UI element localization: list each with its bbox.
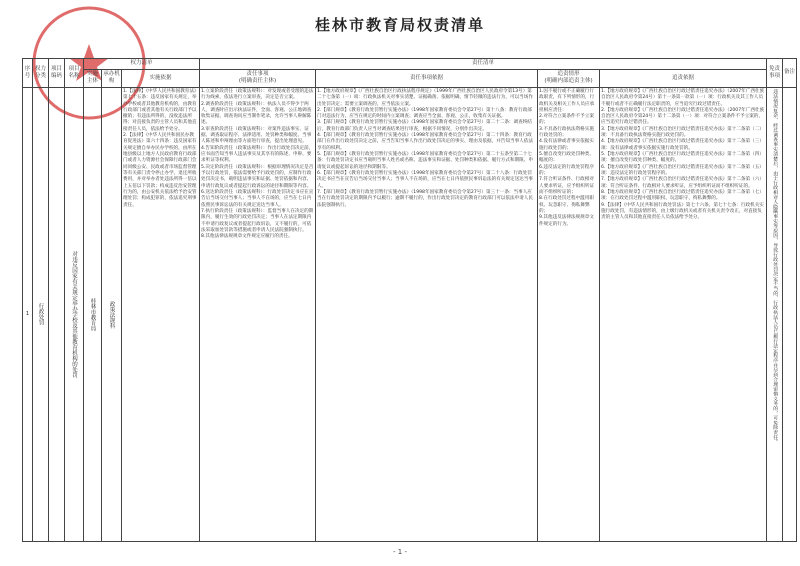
category-value: 行政处罚 [37, 303, 44, 326]
pursue-text: 1.因不履行或不正确履行行政职责，有下列情形的，行政机关及相关工作人员应承担相应责任： 2.对符合立案条件不予立案的； 3.不具备行政执法资格实施行政处罚的； 4.没有法律或者事实依据实施行政处罚的； 5.擅自改变行政处罚种类、幅度的； 6.违反法定的行政处罚程序的； 7.符合听证条件、行政相对人要求听证，应予组织听证而不组织听证的； 8.在行政处罚过程中滥用职权、玩忽职守、徇私舞弊的； 9.其他违反法律法规规章文件规定的行为。 [539, 88, 595, 227]
header-power-list: 权力清单 [84, 59, 200, 70]
header-resp-matter [200, 70, 316, 88]
cell-resp-matter [200, 87, 316, 541]
basis-text: 1.【法律】《中华人民共和国教育法》第七十五条：违反国家有关规定，举办学校或者其他教育机构的，由教育行政部门或者其他有关行政部门予以撤销；有违法所得的，没收违法所得；对直接负责的主管人员和其他直接责任人员，依法给予处分。 2.【法律】《中华人民共和国民办教育促进法》第六十四条：违反国家有关规定擅自举办民办学校的，由所在地县级以上地方人民政府教育行政部门或者人力资源社会保障行政部门会同同级公安、民政或者市场监督管理等有关部门责令停止办学、退还所收费用，并对举办者处违法所得一倍以上五倍以下罚款；构成违反治安管理行为的，由公安机关依法给予治安管理处罚；构成犯罪的，依法追究刑事责任。 [123, 88, 197, 208]
cell-subject [84, 87, 102, 541]
header-exempt: 免责事项 [767, 59, 783, 88]
responsibility-table [22, 58, 797, 542]
cell-pursue-basis [600, 87, 767, 541]
header-basis: 实施依据 [122, 70, 200, 88]
table-row [23, 87, 797, 541]
header-item-code: 项目编码 [49, 59, 65, 88]
exempt-text: 违法情况复杂、经过调查事实清楚后，由于行政相对人隐瞒事实等原因，导致行政处罚决定不当的，行政执法人员已履行法定程序并尽到合理审慎义务的，可免除责任。 [772, 88, 778, 445]
header-power-dept: 承办机构 [102, 70, 122, 88]
header-resp-matter-sub: (明确责任主体) [238, 78, 277, 85]
header-pursue-sub: (明确内部追责主体) [544, 78, 593, 85]
header-pursue [538, 70, 600, 88]
seq-value: 1 [25, 311, 30, 318]
header-category: 权力分类 [33, 59, 49, 88]
item-name-value: 对违反国家有关规定举办学校及其他教育机构的处罚 [71, 251, 78, 378]
header-remark: 备注 [783, 59, 797, 88]
pursue-basis-text: 1.【地方政府规章】《广西壮族自治区行政过错责任追究办法》（2007年广西壮族自治区人民政府令第24号）第十一条第一款第（一）项：行政机关及其工作人员不履行或者不正确履行法定职责的，应当追究行政过错责任。 2.【地方政府规章】《广西壮族自治区行政过错责任追究办法》（2007年广西壮族自治区人民政府令第24号）第十二条第（一）项：对符合立案条件不予立案的，应当追究行政过错责任。 3.【地方政府规章】《广西壮族自治区行政过错责任追究办法》第十二条第（二）项：不具备行政执法资格实施行政处罚的。 4.【地方政府规章】《广西壮族自治区行政过错责任追究办法》第十二条第（三）项：没有法律或者事实依据实施行政处罚的。 5.【地方政府规章】《广西壮族自治区行政过错责任追究办法》第十二条第（四）项：擅自改变行政处罚种类、幅度的。 6.【地方政府规章】《广西壮族自治区行政过错责任追究办法》第十二条第（五）项：违反法定的行政处罚程序的。 7.【地方政府规章】《广西壮族自治区行政过错责任追究办法》第十二条第（六）项：符合听证条件、行政相对人要求听证，应予组织听证而不组织听证的。 8.【地方政府规章】《广西壮族自治区行政过错责任追究办法》第十二条第（七）项：在行政处罚过程中滥用职权、玩忽职守、徇私舞弊的。 9.【法律】《中华人民共和国行政处罚法》第七十六条、第七十七条：行政机关实施行政处罚，有违法情形的，由上级行政机关或者有关机关责令改正，对直接负责的主管人员和其他直接责任人员依法给予处分。 [601, 88, 765, 221]
header-power-subject: 实施主体 [84, 70, 102, 88]
page-number: - 1 - [393, 548, 407, 556]
cell-item-code [49, 87, 65, 541]
header-resp-basis: 责任事项依据 [316, 70, 538, 88]
cell-category [33, 87, 49, 541]
cell-resp-basis [316, 87, 538, 541]
cell-department [102, 87, 122, 541]
department-value: 政策法规科 [108, 300, 115, 329]
header-pursue-label: 追责情形 [557, 71, 580, 77]
cell-pursue [538, 87, 600, 541]
header-resp-list: 责任清单 [200, 59, 767, 70]
cell-exempt [767, 87, 783, 541]
header-seq: 序号 [23, 59, 33, 88]
page-title: 桂林市教育局权责清单 [314, 16, 485, 34]
resp-matter-text: 1.立案阶段责任（政策法规科）：对发现或者受理的违法行为线索，依法进行立案审查，决定是否立案。 2.调查阶段责任（政策法规科）：执法人员不得少于两人，调查时应出示执法证件，全面、客观、公正地调查收集证据，调查询问应当制作笔录，允许当事人辩解陈述。 3.审查阶段责任（政策法规科）：对案件违法事实、证据、调查取证程序、法律适用、处罚种类和幅度、当事人陈述和申辩理由等方面进行审查，提出处理意见。 4.告知阶段责任（政策法规科）：作出行政处罚决定前，应书面告知当事人违法事实及其享有的陈述、申辩、要求听证等权利。 5.决定阶段责任（政策法规科）：根据审理情况决定是否予以行政处罚，依法需要给予行政处罚的，应制作行政处罚决定书，载明违法事实和证据、处罚依据和内容、申请行政复议或者提起行政诉讼的途径和期限等内容。 6.送达阶段责任（政策法规科）：行政处罚决定书应在宣告后当场交付当事人；当事人不在场的，应当在七日内依照民事诉讼法的有关规定送达当事人。 7.执行阶段责任（政策法规科）：监督当事人在决定的期限内，履行生效的行政处罚决定；当事人在法定期限内不申请行政复议或者提起行政诉讼，又不履行的，可依法采取加处罚款等措施或者申请人民法院强制执行。 8.其他法律法规规章文件规定应履行的责任。 [201, 88, 314, 240]
cell-basis [122, 87, 200, 541]
header-resp-matter-label: 责任事项 [246, 71, 269, 77]
cell-remark [783, 87, 797, 541]
cell-seq [23, 87, 33, 541]
header-pursue-basis: 追责依据 [600, 70, 767, 88]
cell-item-name [65, 87, 84, 541]
resp-basis-text: 1.【地方政府规章】《广西壮族自治区行政执法程序规定》（1999年广西壮族自治区人民政府令第13号）第二十七条第（一）项：行政执法机关对事实清楚、证据确凿、依据明确，情节轻微的违法行为，可以当场作出处罚决定；需要立案调查的，应当依法立案。 2.【部门规章】《教育行政处罚暂行实施办法》（1998年国家教育委员会令第27号）第十八条：教育行政部门对违法行为，应当在规定的时间内立案调查；调查应当全面、客观、公正，收集有关证据。 3.【部门规章】《教育行政处罚暂行实施办法》（1998年国家教育委员会令第27号）第二十二条：调查终结后，教育行政部门负责人应当对调查结果进行审查，根据不同情况，分别作出决定。 4.【部门规章】《教育行政处罚暂行实施办法》（1998年国家教育委员会令第27号）第二十四条：教育行政部门在作出行政处罚决定之前，应当告知当事人作出行政处罚决定的事实、理由及依据，并告知当事人依法享有的权利。 5.【部门规章】《教育行政处罚暂行实施办法》（1998年国家教育委员会令第27号）第二十五条至第二十七条：行政处罚决定书应当载明当事人姓名或名称、违法事实和证据、处罚种类和依据、履行方式和期限、申请复议或提起诉讼的途径和期限等。 6.【部门规章】《教育行政处罚暂行实施办法》（1998年国家教育委员会令第27号）第二十八条：行政处罚决定书应当在宣告后当场交付当事人；当事人不在场的，应当在七日内依照民事诉讼法的有关规定送达当事人。 7.【部门规章】《教育行政处罚暂行实施办法》（1998年国家教育委员会令第27号）第三十一条：当事人应当在行政处罚决定的期限内予以履行；逾期不履行的，作出行政处罚决定的教育行政部门可以依法申请人民法院强制执行。 [317, 88, 533, 208]
subject-value: 桂林市教育局 [89, 297, 96, 331]
header-item-name: 项目名称 [65, 59, 84, 88]
